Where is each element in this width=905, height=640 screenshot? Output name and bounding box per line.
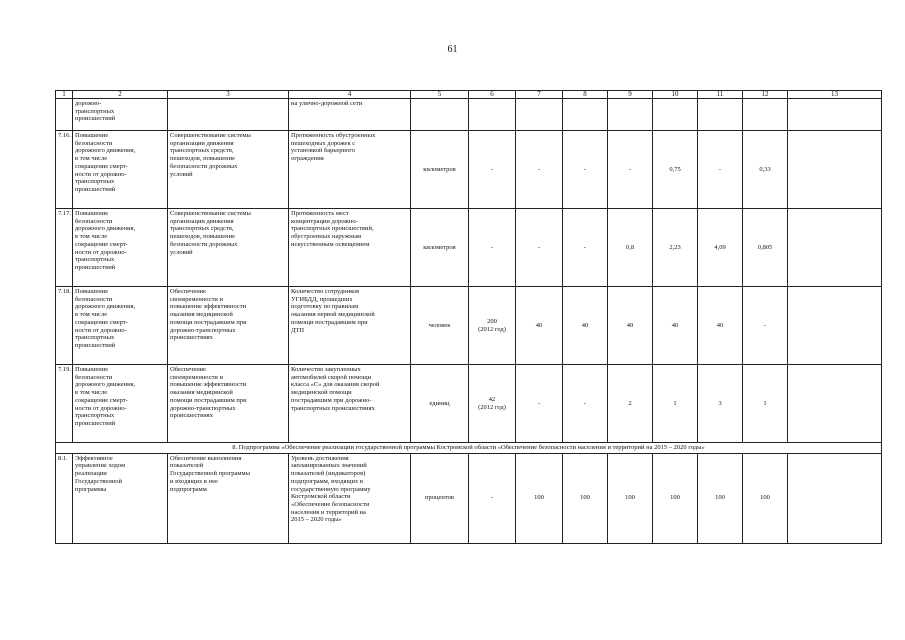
value-cell: - (608, 131, 653, 209)
value-cell (788, 99, 882, 131)
value-cell: 0,805 (743, 209, 788, 287)
indicator-cell: Количество закупленных автомобилей скорой помощи класса «С» для оказания скорой медицинской помощи пострадавшим при дорожно- транспортных происшествиях (289, 365, 411, 443)
page-number: 61 (447, 44, 458, 55)
value-cell (516, 99, 563, 131)
value-cell: 2 (608, 365, 653, 443)
value-cell: 200 (2012 год) (469, 287, 516, 365)
col-header: 7 (516, 91, 563, 99)
value-cell: - (469, 209, 516, 287)
measure-cell (168, 99, 289, 131)
value-cell: 100 (516, 453, 563, 543)
col-header: 6 (469, 91, 516, 99)
col-header: 11 (698, 91, 743, 99)
value-cell (608, 99, 653, 131)
measure-cell: Обеспечение своевременности и повышение эффективности оказания медицинской помощи пострадавшим при дорожно-транспортных происшествиях (168, 365, 289, 443)
value-cell: 100 (743, 453, 788, 543)
unit-cell: процентов (411, 453, 469, 543)
col-header: 8 (563, 91, 608, 99)
value-cell (788, 453, 882, 543)
col-header: 9 (608, 91, 653, 99)
value-cell: - (563, 365, 608, 443)
value-cell: 40 (653, 287, 698, 365)
section-title: 8. Подпрограмма «Обеспечение реализации государственной программы Костромской области «Обеспечение безопасности населения и территорий на 2015 – 2020 годы» (56, 443, 882, 454)
header-row (56, 91, 882, 99)
indicator-cell: Протяженность мест концентрации дорожно- транспортных происшествий, обустроенных наружным искусственным освещением (289, 209, 411, 287)
row-number: 7.16. (56, 131, 73, 209)
indicator-cell: Уровень достижения запланированных значений показателей (индикаторов) подпрограмм, входящих в государственную программу Костромской области «Обеспечение безопасности населения и территорий на 2015 – 2020 годы» (289, 453, 411, 543)
col-header: 4 (289, 91, 411, 99)
value-cell (698, 99, 743, 131)
value-cell: - (563, 209, 608, 287)
value-cell (653, 99, 698, 131)
value-cell: 0,33 (743, 131, 788, 209)
col-header: 1 (56, 91, 73, 99)
value-cell (563, 99, 608, 131)
col-header: 5 (411, 91, 469, 99)
value-cell: 40 (608, 287, 653, 365)
unit-cell (411, 99, 469, 131)
section-row (56, 443, 882, 454)
value-cell (788, 365, 882, 443)
unit-cell: единиц (411, 365, 469, 443)
col-header: 13 (788, 91, 882, 99)
value-cell: 1 (743, 365, 788, 443)
table-row (56, 453, 882, 543)
value-cell: 100 (698, 453, 743, 543)
indicator-cell: Количество сотрудников УГИБДД, прошедших подготовку по правилам оказания первой медицинской помощи пострадавшим при ДТП (289, 287, 411, 365)
value-cell: 100 (608, 453, 653, 543)
task-cell: Повышение безопасности дорожного движения, в том числе сокращение смерт- ности от дорожно- транспортных происшествий (73, 365, 168, 443)
table-row (56, 131, 882, 209)
row-number: 7.17. (56, 209, 73, 287)
value-cell: - (698, 131, 743, 209)
value-cell: - (516, 131, 563, 209)
indicators-table (55, 90, 882, 544)
value-cell: - (469, 131, 516, 209)
value-cell: - (563, 131, 608, 209)
value-cell (469, 99, 516, 131)
col-header: 2 (73, 91, 168, 99)
value-cell (788, 287, 882, 365)
task-cell: Повышение безопасности дорожного движения, в том числе сокращение смерт- ности от дорожно- транспортных происшествий (73, 287, 168, 365)
unit-cell: человек (411, 287, 469, 365)
value-cell: 40 (698, 287, 743, 365)
value-cell: 100 (653, 453, 698, 543)
value-cell: 100 (563, 453, 608, 543)
value-cell: - (516, 209, 563, 287)
task-cell: Повышение безопасности дорожного движения, в том числе сокращение смерт- ности от дорожно- транспортных происшествий (73, 131, 168, 209)
value-cell: 42 (2012 год) (469, 365, 516, 443)
value-cell: 40 (563, 287, 608, 365)
task-cell: Повышение безопасности дорожного движения, в том числе сокращение смерт- ности от дорожно- транспортных происшествий (73, 209, 168, 287)
measure-cell: Обеспечение выполнения показателей Государственной программы и входящих в нее подпрограмм (168, 453, 289, 543)
value-cell: 40 (516, 287, 563, 365)
value-cell: - (516, 365, 563, 443)
indicator-cell: на улично-дорожной сети (289, 99, 411, 131)
value-cell: 0,75 (653, 131, 698, 209)
value-cell (788, 131, 882, 209)
value-cell: - (743, 287, 788, 365)
task-cell: дорожно- транспортных происшествий (73, 99, 168, 131)
indicator-cell: Протяженность обустроенных пешеходных дорожек с установкой барьерного ограждения (289, 131, 411, 209)
table-row (56, 99, 882, 131)
value-cell: 4,09 (698, 209, 743, 287)
value-cell: - (469, 453, 516, 543)
col-header: 10 (653, 91, 698, 99)
task-cell: Эффективное управление ходом реализации Государственной программы (73, 453, 168, 543)
value-cell (788, 209, 882, 287)
value-cell: 2,23 (653, 209, 698, 287)
value-cell (743, 99, 788, 131)
measure-cell: Совершенствование системы организации движения транспортных средств, пешеходов, повышение безопасности дорожных условий (168, 209, 289, 287)
table-row (56, 209, 882, 287)
table-row (56, 365, 882, 443)
value-cell: 0,8 (608, 209, 653, 287)
measure-cell: Совершенствование системы организации движения транспортных средств, пешеходов, повышение безопасности дорожных условий (168, 131, 289, 209)
row-number (56, 99, 73, 131)
measure-cell: Обеспечение своевременности и повышение эффективности оказания медицинской помощи пострадавшим при дорожно-транспортных происшествиях (168, 287, 289, 365)
row-number: 7.18. (56, 287, 73, 365)
col-header: 12 (743, 91, 788, 99)
value-cell: 3 (698, 365, 743, 443)
table-row (56, 287, 882, 365)
value-cell: 1 (653, 365, 698, 443)
row-number: 8.1. (56, 453, 73, 543)
unit-cell: километров (411, 209, 469, 287)
unit-cell: километров (411, 131, 469, 209)
col-header: 3 (168, 91, 289, 99)
row-number: 7.19. (56, 365, 73, 443)
